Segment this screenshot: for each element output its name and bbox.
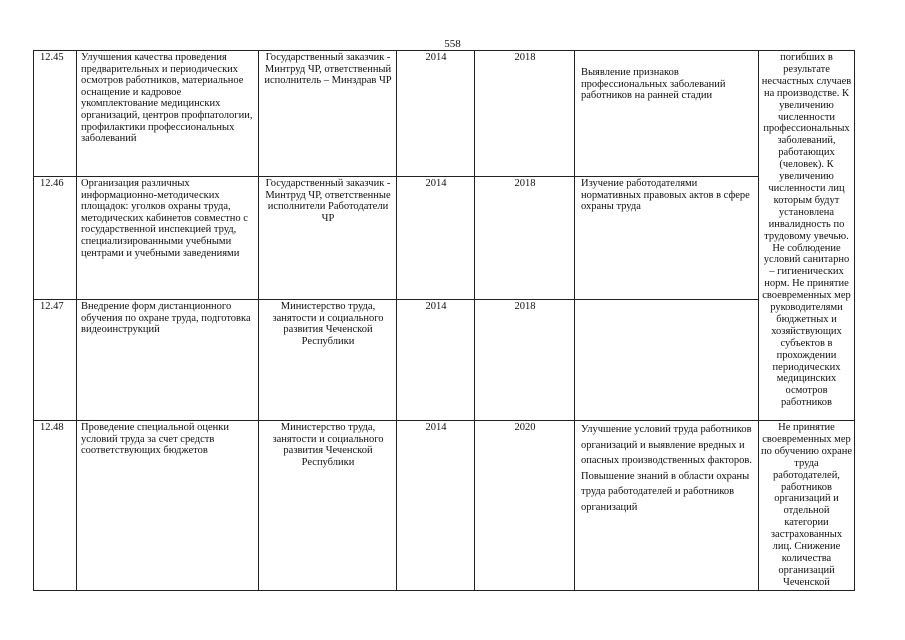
row-number: 12.46 [34,177,77,300]
start-year: 2014 [397,51,475,177]
expected-result: Выявление признаков профессиональных заболеваний работников на ранней стадии [575,51,759,177]
table-row [34,300,855,421]
measures-table [33,50,855,591]
start-year: 2014 [397,300,475,421]
executor: Министерство труда, занятости и социального развития Чеченской Республики [259,300,397,421]
measure-name: Проведение специальной оценки условий труда за счет средств соответствующих бюджетов [77,421,259,591]
consequences-cell: погибших в результате несчастных случаев на производстве. К увеличению численности профессиональных заболеваний, работающих (человек). К увеличению численности лиц которым будут установлена инвалидность по трудовому увечью. Не соблюдение условий санитарно – гигиенических норм. Не принятие своевременных мер руководителями бюджетных и хозяйствующих субъектов в прохождении периодических медицинских осмотров работников [759,51,855,421]
executor: Государственный заказчик - Минтруд ЧР, ответственные исполнители Работодатели ЧР [259,177,397,300]
start-year: 2014 [397,421,475,591]
executor: Государственный заказчик - Минтруд ЧР, ответственный исполнитель – Минздрав ЧР [259,51,397,177]
table-row [34,177,855,300]
consequences-cell: Не принятие своевременных мер по обучению охране труда работодателей, работников организаций и отдельной категории застрахованных лиц. Снижение количества организаций Чеченской [759,421,855,591]
end-year: 2018 [475,51,575,177]
end-year: 2018 [475,177,575,300]
end-year: 2020 [475,421,575,591]
page-number: 558 [444,38,461,50]
expected-result: Изучение работодателями нормативных правовых актов в сфере охраны труда [575,177,759,300]
executor: Министерство труда, занятости и социального развития Чеченской Республики [259,421,397,591]
end-year: 2018 [475,300,575,421]
row-number: 12.48 [34,421,77,591]
row-number: 12.45 [34,51,77,177]
expected-result: Улучшение условий труда работников организаций и выявление вредных и опасных производственных факторов. Повышение знаний в области охраны труда работодателей и работников организаций [575,421,759,591]
measure-name: Организация различных информационно-методических площадок: уголков охраны труда, методических кабинетов совместно с государственной инспекцией труд, специализированными учебными центрами и учебными заведениями [77,177,259,300]
measure-name: Улучшения качества проведения предварительных и периодических осмотров работников, материальное оснащение и кадровое укомплектование медицинских организаций, центров профпатологии, профилактики профессиональных заболеваний [77,51,259,177]
table-row [34,421,855,591]
table-row [34,51,855,177]
start-year: 2014 [397,177,475,300]
measure-name: Внедрение форм дистанционного обучения по охране труда, подготовка видеоинструкций [77,300,259,421]
row-number: 12.47 [34,300,77,421]
expected-result [575,300,759,421]
